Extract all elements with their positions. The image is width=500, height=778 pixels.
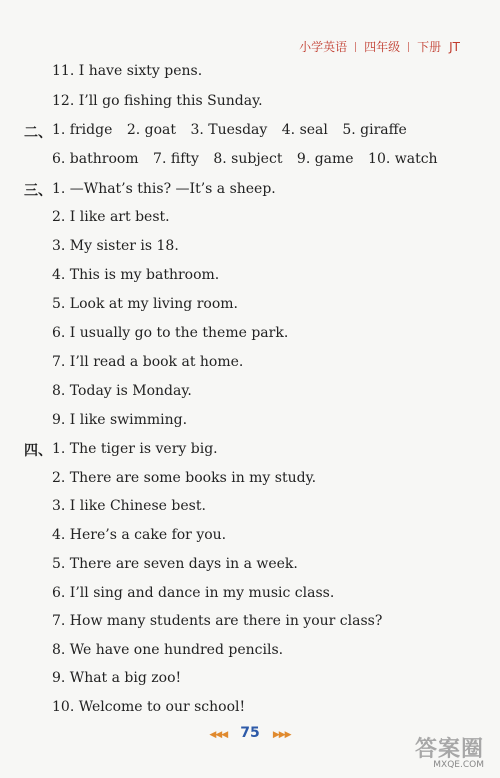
header-edition: JT (449, 39, 460, 54)
answer-line: 3. My sister is 18. (52, 238, 179, 254)
answer-line: 4. Here’s a cake for you. (52, 527, 227, 543)
right-arrows-icon: ▶▶▶ (272, 730, 291, 740)
header-subject: 小学英语 (299, 40, 348, 54)
word-item: 5. giraffe (342, 122, 407, 138)
answer-line: 9. What a big zoo! (52, 670, 182, 686)
left-arrows-icon: ◀◀◀ (209, 730, 228, 740)
answer-line: 9. I like swimming. (52, 412, 188, 428)
header-divider (408, 42, 409, 52)
answer-line: 7. I’ll read a book at home. (52, 354, 244, 370)
section-label-4: 四、 (24, 443, 52, 459)
section-label-2: 二、 (24, 125, 52, 141)
answer-line: 8. We have one hundred pencils. (52, 642, 284, 658)
answer-line: 1. The tiger is very big. (52, 441, 218, 457)
watermark-text: 答案圈 (414, 737, 484, 762)
answer-line: 12. I’ll go fishing this Sunday. (52, 93, 263, 109)
word-row (52, 151, 448, 167)
header-grade: 四年级 (364, 40, 401, 54)
page-number: 75 (240, 725, 260, 741)
answer-line: 2. There are some books in my study. (52, 470, 317, 486)
word-item: 8. subject (213, 151, 283, 167)
word-item: 10. watch (368, 151, 438, 167)
watermark-logo (380, 732, 490, 770)
answer-line: 8. Today is Monday. (52, 383, 192, 399)
word-item: 3. Tuesday (190, 122, 268, 138)
answer-line: 5. There are seven days in a week. (52, 556, 298, 572)
answer-line: 2. I like art best. (52, 209, 170, 225)
header-divider (355, 42, 356, 52)
word-item: 7. fifty (153, 151, 199, 167)
section-label-3: 三、 (24, 183, 52, 199)
word-item: 4. seal (281, 122, 328, 138)
answer-line: 5. Look at my living room. (52, 296, 238, 312)
watermark-url: MXQE.COM (433, 760, 484, 770)
answer-line: 1. —What’s this? —It’s a sheep. (52, 181, 276, 197)
answer-line: 10. Welcome to our school! (52, 699, 246, 715)
word-item: 2. goat (126, 122, 176, 138)
header-term: 下册 (417, 40, 442, 54)
word-item: 9. game (296, 151, 354, 167)
answer-line: 6. I usually go to the theme park. (52, 325, 289, 341)
answer-line: 3. I like Chinese best. (52, 498, 206, 514)
answer-line: 7. How many students are there in your class? (52, 613, 383, 629)
word-item: 1. fridge (52, 122, 113, 138)
word-item: 6. bathroom (52, 151, 139, 167)
page-header (299, 38, 460, 55)
answer-line: 4. This is my bathroom. (52, 267, 220, 283)
word-row (52, 122, 417, 138)
answer-line: 11. I have sixty pens. (52, 63, 203, 79)
answer-line: 6. I’ll sing and dance in my music class. (52, 585, 335, 601)
